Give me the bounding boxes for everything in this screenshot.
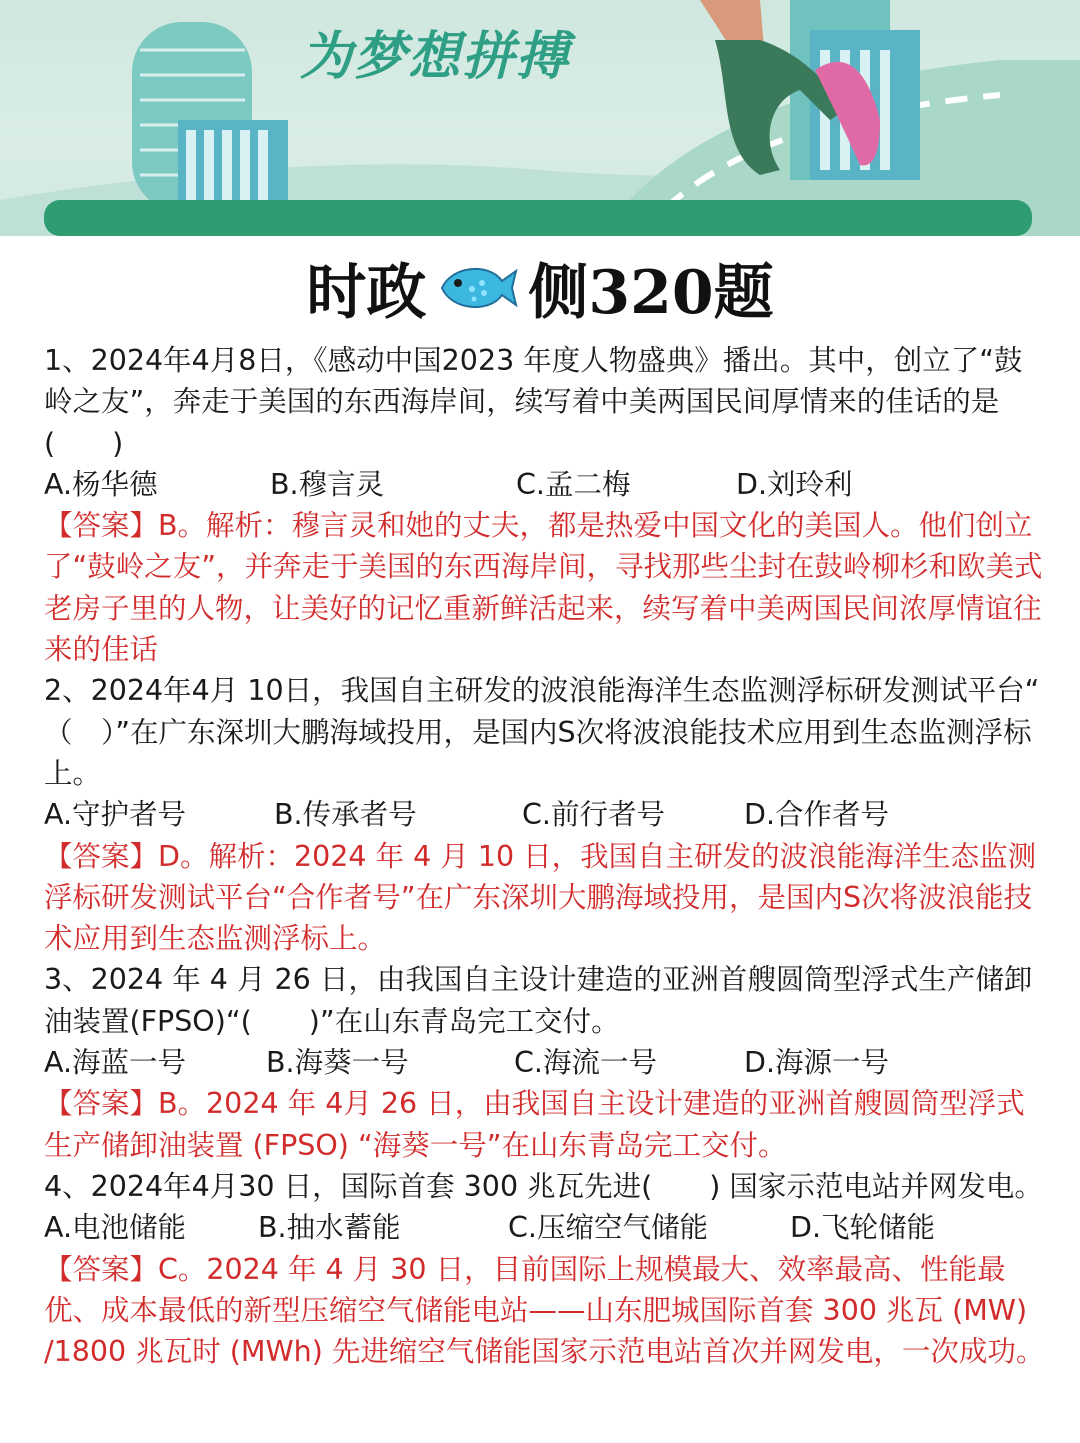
option-row xyxy=(44,794,1046,835)
option-c: C.孟二梅 xyxy=(516,467,631,501)
question-text: 4、2024年4月30 日，国际首套 300 兆瓦先进( ) 国家示范电站并网发电。 xyxy=(44,1169,1043,1203)
question-block xyxy=(44,670,1068,959)
option-row xyxy=(44,464,1046,505)
option-row xyxy=(44,1207,1046,1248)
option-a: A.电池储能 xyxy=(44,1211,187,1245)
page-title xyxy=(0,236,1080,340)
answer-text: 【答案】B。2024 年 4月 26 日，由我国自主设计建造的亚洲首艘圆筒型浮式生产储卸油装置 (FPSO) “海葵一号”在山东青岛完工交付。 xyxy=(44,1087,1025,1162)
option-b: B.抽水蓄能 xyxy=(258,1211,401,1245)
question-block xyxy=(44,1166,1046,1372)
header-banner xyxy=(0,0,1080,236)
option-d: D.海源一号 xyxy=(744,1046,890,1080)
option-row xyxy=(44,1042,1046,1083)
title-left: 时政 xyxy=(306,258,427,328)
question-block xyxy=(44,340,1046,670)
option-a: A.守护者号 xyxy=(44,798,187,832)
option-c: C.海流一号 xyxy=(514,1046,657,1080)
answer-text: 【答案】B。解析：穆言灵和她的丈夫，都是热爱中国文化的美国人。他们创立了“鼓岭之友”，并奔走于美国的东西海岸间，寻找那些尘封在鼓岭柳杉和欧美式老房子里的人物，让美好的记忆重新鲜活起来，续写着中美两国民间浓厚情谊往来的佳话 xyxy=(44,509,1043,667)
answer-text: 【答案】D。解析：2024 年 4 月 10 日，我国自主研发的波浪能海洋生态监测浮标研发测试平台“合作者号”在广东深圳大鹏海域投用，是国内S次将波浪能技术应用到生态监测浮标上。 xyxy=(44,839,1037,956)
option-d: D.合作者号 xyxy=(744,798,890,832)
question-list xyxy=(0,340,1080,1372)
question-text: 2、2024年4月 10日，我国自主研发的波浪能海洋生态监测浮标研发测试平台“ （ ）”在广东深圳大鹏海域投用，是国内S次将波浪能技术应用到生态监测浮标上。 xyxy=(44,674,1068,790)
option-d: D.刘玲利 xyxy=(736,467,853,501)
option-b: B.传承者号 xyxy=(274,798,417,832)
answer-text: 【答案】C。2024 年 4 月 30 日，目前国际上规模最大、效率最高、性能最优、成本最低的新型压缩空气储能电站——山东肥城国际首套 300 兆瓦 (MW) /1800 兆瓦时 (MWh) 先进缩空气储能国家示范电站首次并网发电，一次成功。 xyxy=(44,1252,1045,1369)
option-a: A.杨华德 xyxy=(44,467,158,501)
option-c: C.前行者号 xyxy=(522,798,665,832)
option-b: B.海葵一号 xyxy=(266,1046,409,1080)
question-text: 3、2024 年 4 月 26 日，由我国自主设计建造的亚洲首艘圆筒型浮式生产储卸油装置(FPSO)“( )”在山东青岛完工交付。 xyxy=(44,963,1033,1038)
question-block xyxy=(44,959,1046,1165)
option-b: B.穆言灵 xyxy=(270,467,385,501)
title-right: 侧320题 xyxy=(528,258,774,328)
option-a: A.海蓝一号 xyxy=(44,1046,187,1080)
option-c: C.压缩空气储能 xyxy=(508,1211,708,1245)
banner-slogan: 为梦想拼搏 xyxy=(300,26,571,87)
option-d: D.飞轮储能 xyxy=(790,1211,936,1245)
fish-icon xyxy=(436,259,518,317)
question-text: 1、2024年4月8日，《感动中国2023 年度人物盛典》播出。其中，创立了“鼓岭之友”，奔走于美国的东西海岸间，续写着中美两国民间厚情来的佳话的是( ) xyxy=(44,344,1023,460)
